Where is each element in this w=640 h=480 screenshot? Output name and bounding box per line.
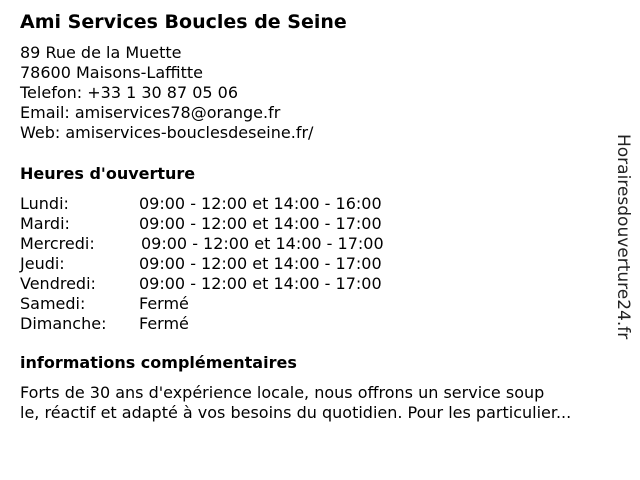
- info-line-1: Forts de 30 ans d'expérience locale, nous offrons un service soup: [20, 383, 545, 402]
- day-label: Mardi:: [20, 214, 70, 233]
- watermark: [611, 134, 635, 346]
- hours-row-dimanche: [20, 314, 440, 334]
- business-name: Ami Services Boucles de Seine: [20, 11, 347, 33]
- phone-line: Telefon: +33 1 30 87 05 06: [20, 83, 239, 102]
- day-label: Jeudi:: [20, 254, 65, 273]
- web-line: Web: amiservices-bouclesdeseine.fr/: [20, 123, 314, 142]
- hours-heading: Heures d'ouverture: [20, 164, 196, 183]
- info-line-2: le, réactif et adapté à vos besoins du quotidien. Pour les particulier...: [20, 403, 572, 422]
- time-value: 09:00 - 12:00 et 14:00 - 17:00: [139, 274, 382, 293]
- info-text: [20, 383, 571, 423]
- hours-row-samedi: [20, 294, 440, 314]
- contact-block: [20, 43, 313, 143]
- time-value: 09:00 - 12:00 et 14:00 - 16:00: [139, 194, 382, 213]
- watermark-text: Horairesdouverture24.fr: [613, 134, 633, 340]
- hours-row-vendredi: [20, 274, 440, 294]
- info-heading: informations complémentaires: [20, 353, 297, 372]
- day-label: Dimanche:: [20, 314, 107, 333]
- time-value: 09:00 - 12:00 et 14:00 - 17:00: [139, 254, 382, 273]
- hours-row-lundi: [20, 194, 440, 214]
- time-value: Fermé: [139, 294, 189, 313]
- time-value: 09:00 - 12:00 et 14:00 - 17:00: [139, 214, 382, 233]
- day-label: Samedi:: [20, 294, 86, 313]
- hours-row-mercredi: [20, 234, 440, 254]
- day-label: Lundi:: [20, 194, 69, 213]
- opening-hours-table: [20, 194, 440, 334]
- day-label: Vendredi:: [20, 274, 96, 293]
- time-value: Fermé: [139, 314, 189, 333]
- address-city: 78600 Maisons-Laffitte: [20, 63, 203, 82]
- hours-row-mardi: [20, 214, 440, 234]
- hours-row-jeudi: [20, 254, 440, 274]
- day-label: Mercredi:: [20, 234, 95, 253]
- time-value: 09:00 - 12:00 et 14:00 - 17:00: [141, 234, 384, 253]
- email-line: Email: amiservices78@orange.fr: [20, 103, 281, 122]
- address-street: 89 Rue de la Muette: [20, 43, 182, 62]
